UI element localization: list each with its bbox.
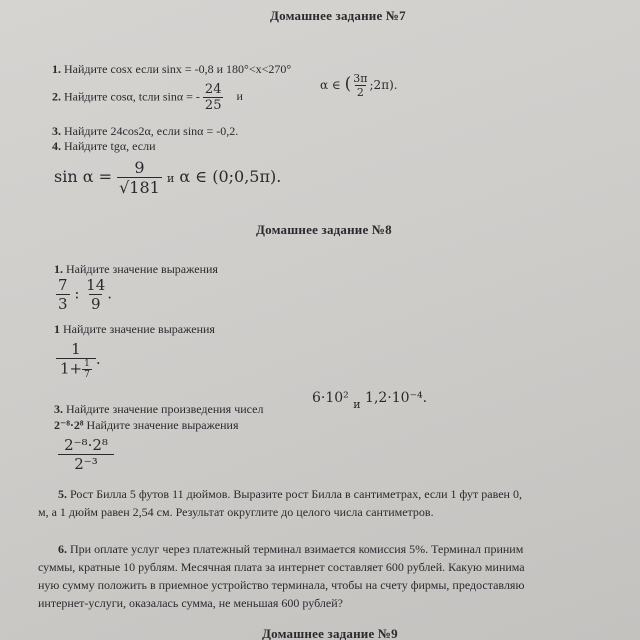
hw8-title: Домашнее задание №8 (256, 222, 392, 237)
fraction (84, 276, 107, 313)
task-text-line-1: При оплате услуг через платежный терминал взимается комиссия 5%. Терминал приним (70, 542, 524, 556)
task-number: 3. (52, 124, 61, 138)
hw7-task-3 (52, 124, 238, 139)
task-text-line-3: ную сумму положить в приемное устройство терминала, чтобы на счету фирмы, предоставляю (38, 578, 525, 592)
fraction-denominator: 7 (84, 370, 90, 380)
task-text: Найдите 24cos2α, если sinα = -0,2. (64, 124, 239, 138)
hw7-task-2-interval (320, 72, 398, 99)
fraction (351, 72, 369, 99)
fraction (56, 276, 70, 313)
task-text-line-4: интернет-услуги, оказалась сумма, не меньшая 600 рублей? (38, 596, 343, 610)
conjunction: и (166, 172, 175, 185)
fraction-numerator: 3π (353, 72, 368, 85)
hw7-title: Домашнее задание №7 (270, 8, 406, 23)
hw8-task-4 (54, 418, 238, 433)
interval-rest: ;2π) (369, 78, 394, 92)
task-text-line-2: м, а 1 дюйм равен 2,54 см. Результат округлите до целого числа сантиметров. (38, 505, 434, 519)
hw7-task-4 (52, 139, 156, 154)
fraction (117, 158, 162, 197)
fraction-denominator: 2 (356, 86, 364, 99)
fraction (58, 436, 114, 473)
hw9-title: Домашнее задание №9 (262, 626, 398, 640)
inner-fraction (82, 359, 92, 380)
task-number: 1. (54, 262, 63, 276)
hw8-task-3-expr (312, 390, 428, 411)
hw8-task-6 (38, 540, 640, 612)
task-number: 1. (52, 62, 61, 76)
task-text: Найдите значение произведения чисел (66, 402, 264, 416)
hw7-task-1 (52, 62, 291, 77)
alpha-in: α ∈ (320, 78, 341, 92)
task-text: Найдите cosα, tсли sinα = - (64, 89, 200, 104)
hw8-task-2-expr (56, 340, 101, 380)
dot: . (422, 390, 428, 406)
dot: . (107, 284, 113, 303)
task-text-line-2: суммы, кратные 10 рублям. Месячная плата за интернет составляет 600 рублей. Какую минима (38, 560, 525, 574)
hw7-task-4-formula (54, 158, 281, 197)
conjunction: и (353, 398, 361, 411)
number-1: 6·10² (312, 390, 349, 406)
dot: . (95, 350, 101, 368)
fraction-denominator: 2⁻³ (58, 454, 114, 473)
task-text: Найдите tgα, если (64, 139, 156, 153)
hw7-task-2 (52, 82, 243, 113)
hw8-task-3 (54, 402, 263, 417)
fraction-numerator: 24 (204, 82, 222, 97)
task-number: 2⁻⁸·2⁸ (54, 418, 84, 432)
hw8-task-5 (38, 485, 640, 521)
task-text: Найдите значение выражения (66, 262, 218, 276)
conjunction: и (236, 89, 243, 104)
task-text: Найдите cosx если sinx = -0,8 и 180°<x<270° (64, 62, 292, 76)
fraction-numerator: 1 (84, 359, 90, 369)
task-number: 6. (58, 542, 67, 556)
formula-lhs: sin α = (54, 167, 113, 186)
paren: ( (344, 74, 352, 94)
hw8-task-1 (54, 262, 218, 277)
dot: . (276, 167, 282, 186)
task-number: 5. (58, 487, 67, 501)
fraction-numerator: 2⁻⁸·2⁸ (64, 436, 108, 454)
fraction (203, 82, 224, 113)
colon: : (74, 284, 80, 303)
task-number: 4. (52, 139, 61, 153)
den-prefix: 1+ (60, 359, 83, 378)
fraction-numerator: 9 (134, 158, 145, 177)
fraction-denominator: 9 (90, 295, 101, 313)
task-number: 1 (54, 322, 60, 336)
fraction-denominator: 25 (204, 98, 222, 113)
fraction-numerator: 1 (71, 340, 81, 358)
fraction-denominator: 3 (58, 295, 68, 313)
interval: α ∈ (0;0,5π) (179, 167, 277, 186)
fraction-denominator (56, 358, 96, 380)
fraction (56, 340, 96, 380)
task-number: 2. (52, 89, 61, 104)
number-2: 1,2·10⁻⁴ (365, 390, 423, 406)
fraction-denominator: √181 (119, 178, 160, 197)
hw8-task-4-expr (58, 436, 114, 473)
dot: . (393, 78, 398, 92)
fraction-numerator: 14 (86, 276, 106, 294)
task-text: Найдите значение выражения (86, 418, 239, 432)
task-number: 3. (54, 402, 63, 416)
task-text-line-1: Рост Билла 5 футов 11 дюймов. Выразите рост Билла в сантиметрах, если 1 фут равен 0, (70, 487, 522, 501)
hw8-task-2 (54, 322, 215, 337)
task-text: Найдите значение выражения (63, 322, 215, 336)
hw8-task-1-expr (56, 276, 112, 313)
fraction-numerator: 7 (58, 276, 68, 294)
